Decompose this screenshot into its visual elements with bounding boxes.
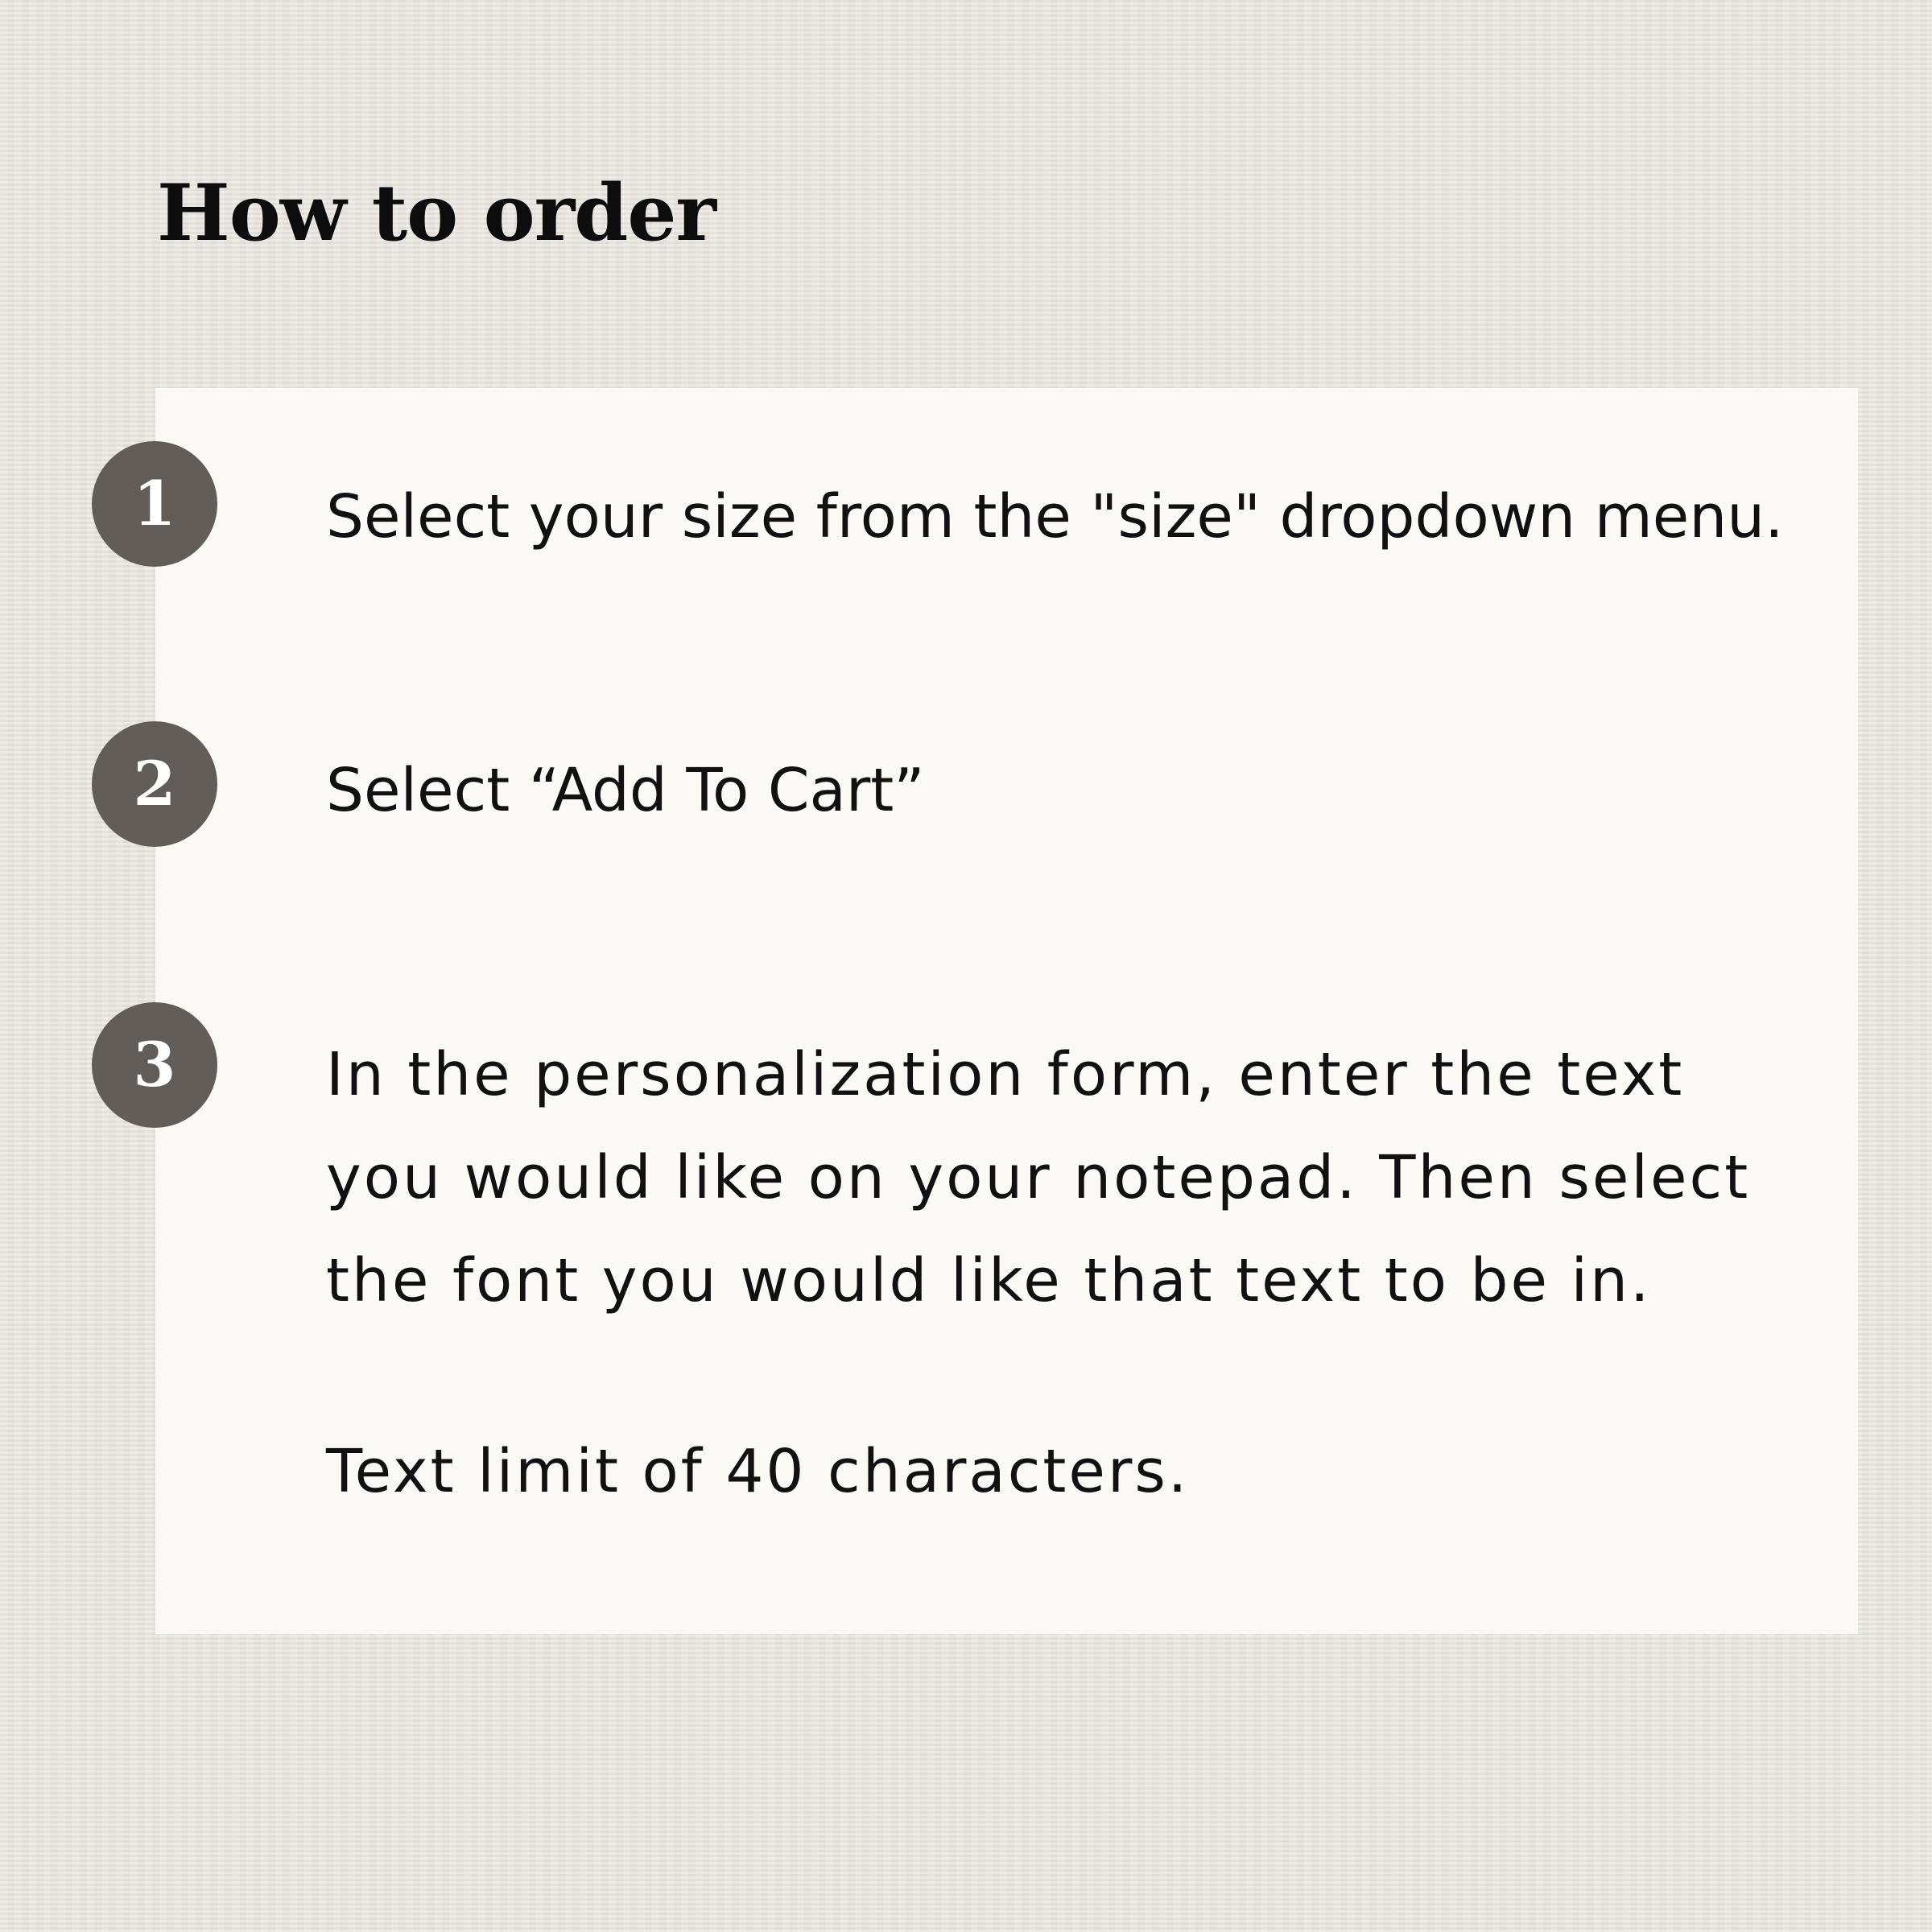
step-3-line-3: the font you would like that text to be in.	[326, 1246, 1652, 1315]
step-1-text: Select your size from the "size" dropdown menu.	[326, 482, 1784, 551]
step-3-line-2: you would like on your notepad. Then select	[326, 1143, 1751, 1212]
step-2-badge: 2	[92, 721, 217, 847]
step-3-text	[326, 1023, 1750, 1332]
step-2-text: Select “Add To Cart”	[326, 756, 925, 825]
step-3-line-1: In the personalization form, enter the text	[326, 1040, 1685, 1109]
page-title: How to order	[157, 167, 716, 258]
step-1-badge: 1	[92, 441, 217, 567]
step-3-badge: 3	[92, 1002, 217, 1128]
step-3-note: Text limit of 40 characters.	[326, 1437, 1190, 1506]
